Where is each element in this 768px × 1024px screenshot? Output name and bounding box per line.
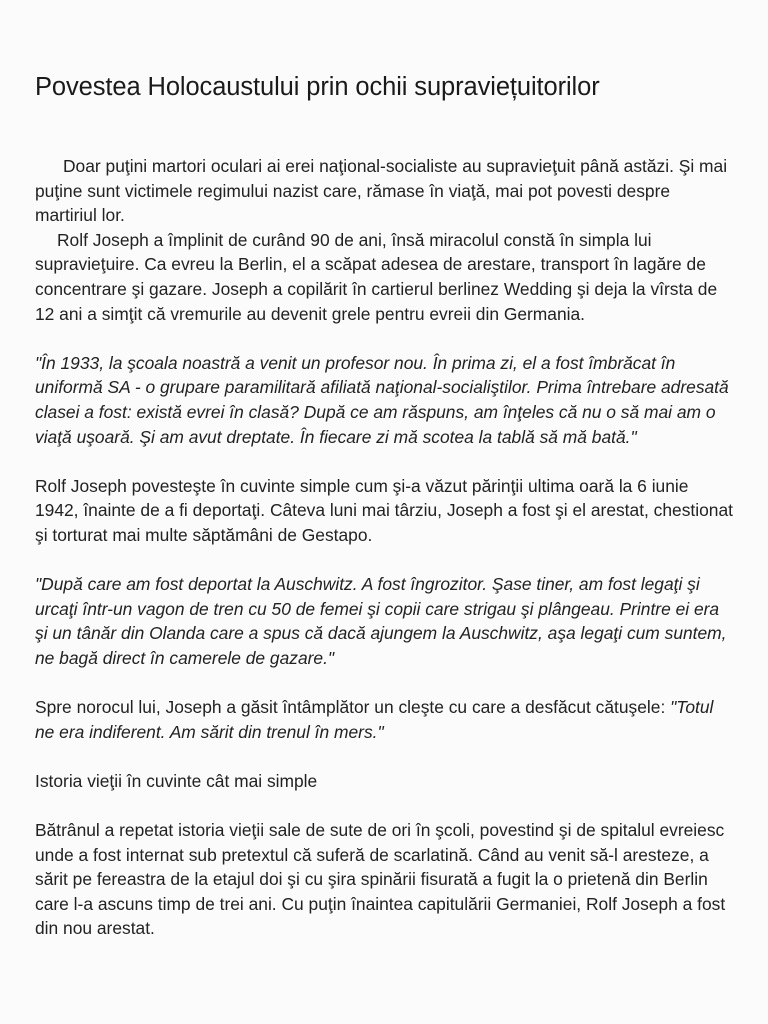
article-body [35, 154, 735, 941]
section-heading: Istoria vieţii în cuvinte cât mai simple [35, 770, 318, 791]
quote-deportation: "După care am fost deportat la Auschwitz. A fost îngrozitor. Şase tiner, am fost legaţi şi urcaţi într-un vagon de tren cu 50 de femei şi copii care strigau şi plângeau. Printre ei era şi un tânăr din Olanda care a spus că dacă ajungem la Auschwitz, aşa legaţi cum suntem, ne bagă direct în camerele de gazare." [35, 574, 727, 668]
escape-quote: "Totul ne era indiferent. Am sărit din trenul în mers." [35, 697, 714, 742]
paragraph-escape [35, 695, 735, 744]
paragraph-later-life: Bătrânul a repetat istoria vieţii sale de sute de ori în şcoli, povestind şi de spitalul evreiesc unde a fost internat sub pretextul că suferă de scarlatină. Când au venit să-l aresteze, a sărit pe fereastra de la etajul doi şi cu şira spinării fisurată a fugit la o prietenă din Berlin care l-a ascuns timp de trei ani. Cu puţin înaintea capitulării Germaniei, Rolf Joseph a fost din nou arestat. [35, 820, 726, 939]
paragraph-intro: Doar puţini martori oculari ai erei naţional-socialiste au supravieţuit până astăzi. Şi mai puţine sunt victimele regimului nazist care, rămase în viaţă, mai pot povesti despre martiriul lor. [35, 156, 728, 226]
quote-school: "În 1933, la şcoala noastră a venit un profesor nou. În prima zi, el a fost îmbrăcat în uniformă SA - o grupare paramilitară afiliată naţional-socialiştilor. Prima întrebare adresată clasei a fost: există evrei în clasă? După ce am răspuns, am înţeles că nu o să mai am o viaţă uşoară. Şi am avut dreptate. În fiecare zi mă scotea la tablă să mă bată." [35, 352, 729, 447]
escape-text: Spre norocul lui, Joseph a găsit întâmplător un cleşte cu care a desfăcut cătuşele: [35, 697, 671, 718]
paragraph-rolf-joseph: Rolf Joseph a împlinit de curând 90 de ani, însă miracolul constă în simpla lui supravieţuire. Ca evreu la Berlin, el a scăpat adesea de arestare, transport în lagăre de concentrare şi gazare. Joseph a copilărit în cartierul berlinez Wedding şi deja la vîrsta de 12 ani a simţit că vremurile au devenit grele pentru evreii din Germania. [35, 229, 718, 324]
article-title: Povestea Holocaustului prin ochii supraviețuitorilor [35, 73, 600, 101]
paragraph-parents: Rolf Joseph povesteşte în cuvinte simple cum şi-a văzut părinţii ultima oară la 6 iunie 1942, înainte de a fi deportaţi. Câteva luni mai târziu, Joseph a fost şi el arestat, chestionat şi torturat mai multe săptămâni de Gestapo. [35, 475, 733, 545]
